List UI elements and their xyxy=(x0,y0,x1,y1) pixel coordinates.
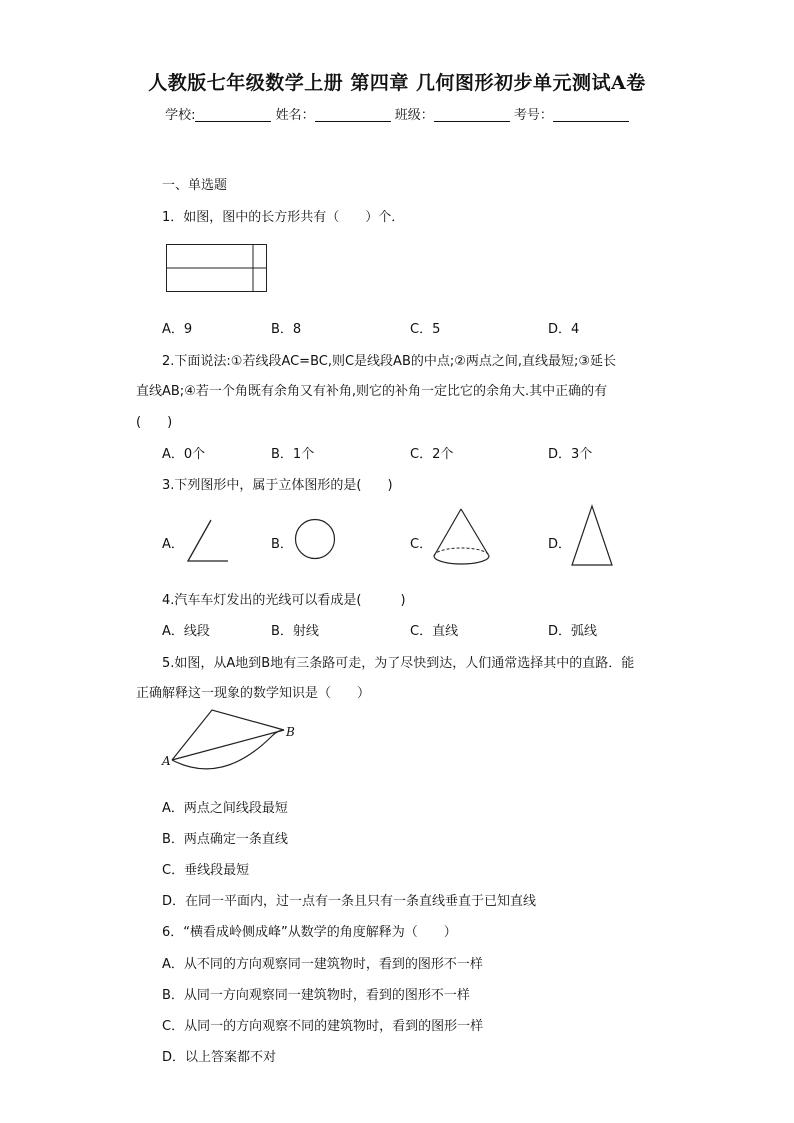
question-6-option-c[interactable]: C．从同一的方向观察不同的建筑物时，看到的图形一样 xyxy=(162,1019,484,1034)
name-blank[interactable] xyxy=(315,107,391,122)
question-1-option-d[interactable]: D．4 xyxy=(548,322,580,337)
question-4-option-a[interactable]: A．线段 xyxy=(162,624,210,639)
exam-number-blank[interactable] xyxy=(553,107,629,122)
triangle-figure xyxy=(570,505,614,567)
school-label: 学校: xyxy=(165,108,196,123)
question-1-stem: 1．如图，图中的长方形共有（ ）个． xyxy=(162,210,405,225)
question-2-stem-line-2: 直线AB;④若一个角既有余角又有补角,则它的补角一定比它的余角大.其中正确的有 xyxy=(136,384,608,399)
school-blank[interactable] xyxy=(195,107,271,122)
question-6-option-b[interactable]: B．从同一方向观察同一建筑物时，看到的图形不一样 xyxy=(162,988,470,1003)
question-6-option-a[interactable]: A．从不同的方向观察同一建筑物时，看到的图形不一样 xyxy=(162,957,483,972)
question-2-stem-line-1: 2.下面说法:①若线段AC=BC,则C是线段AB的中点;②两点之间,直线最短;③延长 xyxy=(162,354,617,369)
question-4-option-d[interactable]: D．弧线 xyxy=(548,624,598,639)
question-3-option-d[interactable]: D． xyxy=(548,537,572,552)
question-2-option-a[interactable]: A．0个 xyxy=(162,447,206,462)
question-2-option-d[interactable]: D．3个 xyxy=(548,447,593,462)
class-label: 班级： xyxy=(394,108,434,123)
exam-number-label: 考号： xyxy=(513,108,553,123)
point-b-label: B xyxy=(286,725,295,739)
question-4-option-b[interactable]: B．射线 xyxy=(271,624,319,639)
question-2-option-b[interactable]: B．1个 xyxy=(271,447,315,462)
point-a-label: A xyxy=(162,754,171,768)
section-heading: 一、单选题 xyxy=(162,178,228,193)
question-5-stem-line-2: 正确解释这一现象的数学知识是（ ） xyxy=(136,686,371,701)
student-info-line xyxy=(0,104,794,123)
question-2-option-c[interactable]: C．2个 xyxy=(410,447,454,462)
angle-figure xyxy=(186,519,230,563)
question-6-option-d[interactable]: D．以上答案都不对 xyxy=(162,1050,277,1065)
class-blank[interactable] xyxy=(434,107,510,122)
question-5-option-b[interactable]: B．两点确定一条直线 xyxy=(162,832,288,847)
question-4-stem: 4.汽车车灯发出的光线可以看成是( ) xyxy=(162,593,406,608)
question-5-stem-line-1: 5.如图，从A地到B地有三条路可走，为了尽快到达，人们通常选择其中的直路．能 xyxy=(162,656,635,671)
document-title: 人教版七年级数学上册 第四章 几何图形初步单元测试A卷 xyxy=(148,72,646,94)
question-3-option-a[interactable]: A． xyxy=(162,537,184,552)
question-3-stem: 3.下列图形中，属于立体图形的是( ) xyxy=(162,478,393,493)
rectangles-figure xyxy=(166,244,268,292)
question-5-option-a[interactable]: A．两点之间线段最短 xyxy=(162,801,288,816)
question-1-option-a[interactable]: A．9 xyxy=(162,322,193,337)
question-3-option-b[interactable]: B． xyxy=(271,537,293,552)
question-5-option-c[interactable]: C．垂线段最短 xyxy=(162,863,250,878)
paths-figure xyxy=(160,708,300,770)
question-4-option-c[interactable]: C．直线 xyxy=(410,624,459,639)
question-2-stem-line-3: ( ) xyxy=(136,415,173,430)
name-label: 姓名： xyxy=(275,108,315,123)
cone-figure xyxy=(432,508,492,570)
question-1-option-c[interactable]: C．5 xyxy=(410,322,441,337)
question-3-option-c[interactable]: C． xyxy=(410,537,433,552)
question-6-stem: 6．“横看成岭侧成峰”从数学的角度解释为（ ） xyxy=(162,925,457,940)
question-1-option-b[interactable]: B．8 xyxy=(271,322,302,337)
question-5-option-d[interactable]: D．在同一平面内，过一点有一条且只有一条直线垂直于已知直线 xyxy=(162,894,537,909)
circle-figure xyxy=(294,518,336,560)
